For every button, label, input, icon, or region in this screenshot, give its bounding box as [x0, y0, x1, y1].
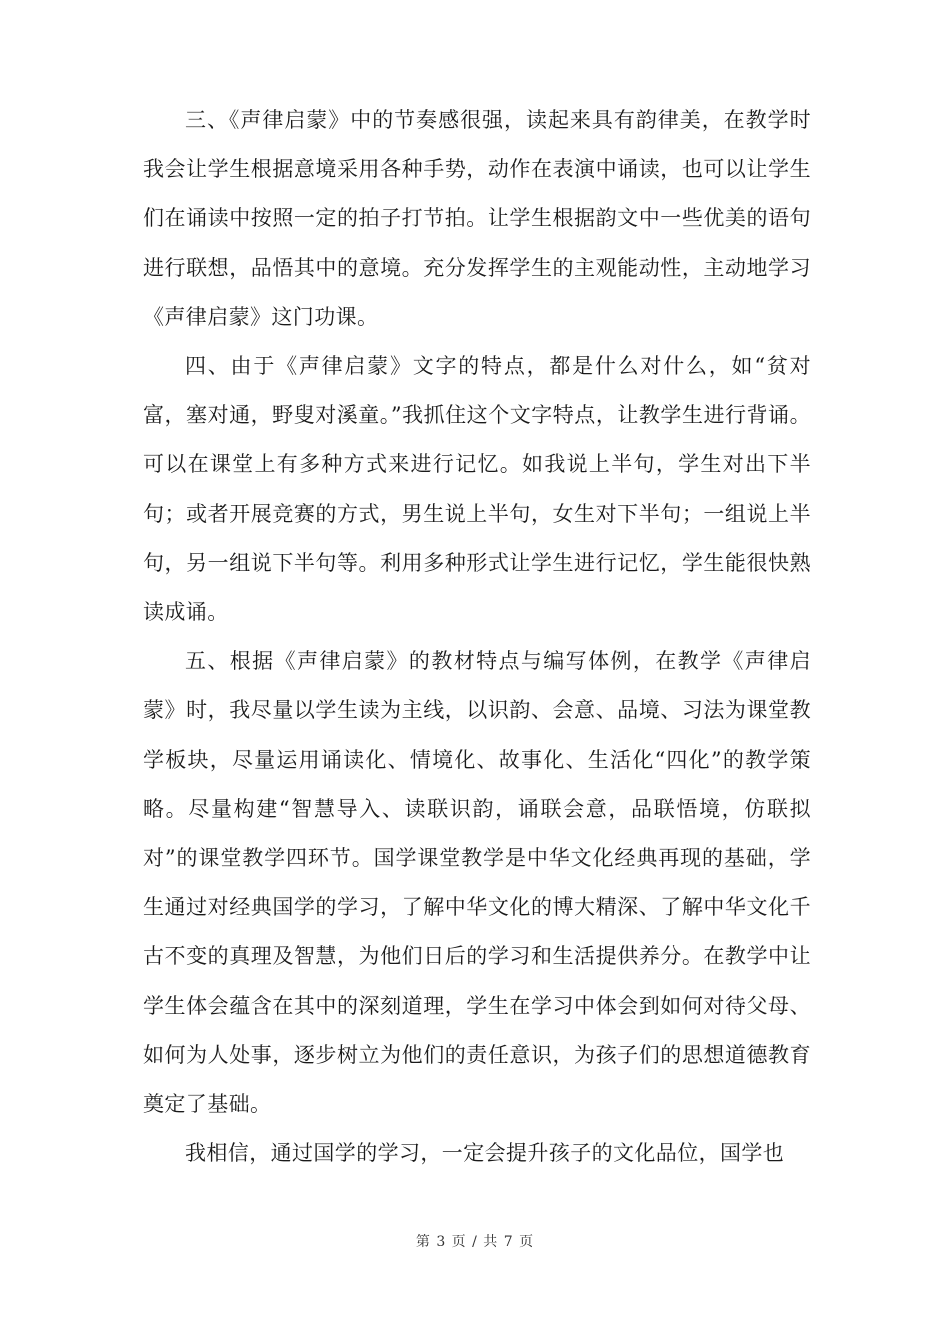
paragraph-3: 三、《声律启蒙》中的节奏感很强，读起来具有韵律美，在教学时我会让学生根据意境采用各种手势，动作在表演中诵读，也可以让学生们在诵读中按照一定的拍子打节拍。让学生根据韵文中一些优美的语句进行联想，品悟其中的意境。充分发挥学生的主观能动性，主动地学习《声律启蒙》这门功课。 [143, 108, 811, 329]
paragraph-4: 四、由于《声律启蒙》文字的特点，都是什么对什么，如“贫对富，塞对通，野叟对溪童。”我抓住这个文字特点，让教学生进行背诵。可以在课堂上有多种方式来进行记忆。如我说上半句，学生对出下半句；或者开展竞赛的方式，男生说上半句，女生对下半句；一组说上半句，另一组说下半句等。利用多种形式让学生进行记忆，学生能很快熟读成诵。 [143, 354, 811, 625]
paragraph-conclusion: 我相信，通过国学的学习，一定会提升孩子的文化品位，国学也 [185, 1141, 785, 1166]
page-footer: 第 3 页 / 共 7 页 [415, 1234, 535, 1250]
page-body [143, 96, 811, 1178]
paragraph-5: 五、根据《声律启蒙》的教材特点与编写体例，在教学《声律启蒙》时，我尽量以学生读为主线，以识韵、会意、品境、习法为课堂教学板块，尽量运用诵读化、情境化、故事化、生活化“四化”的教学策略。尽量构建“智慧导入、读联识韵，诵联会意，品联悟境，仿联拟对”的课堂教学四环节。国学课堂教学是中华文化经典再现的基础，学生通过对经典国学的学习，了解中华文化的博大精深、了解中华文化千古不变的真理及智慧，为他们日后的学习和生活提供养分。在教学中让学生体会蕴含在其中的深刻道理，学生在学习中体会到如何对待父母、如何为人处事，逐步树立为他们的责任意识，为孩子们的思想道德教育奠定了基础。 [143, 649, 811, 1117]
